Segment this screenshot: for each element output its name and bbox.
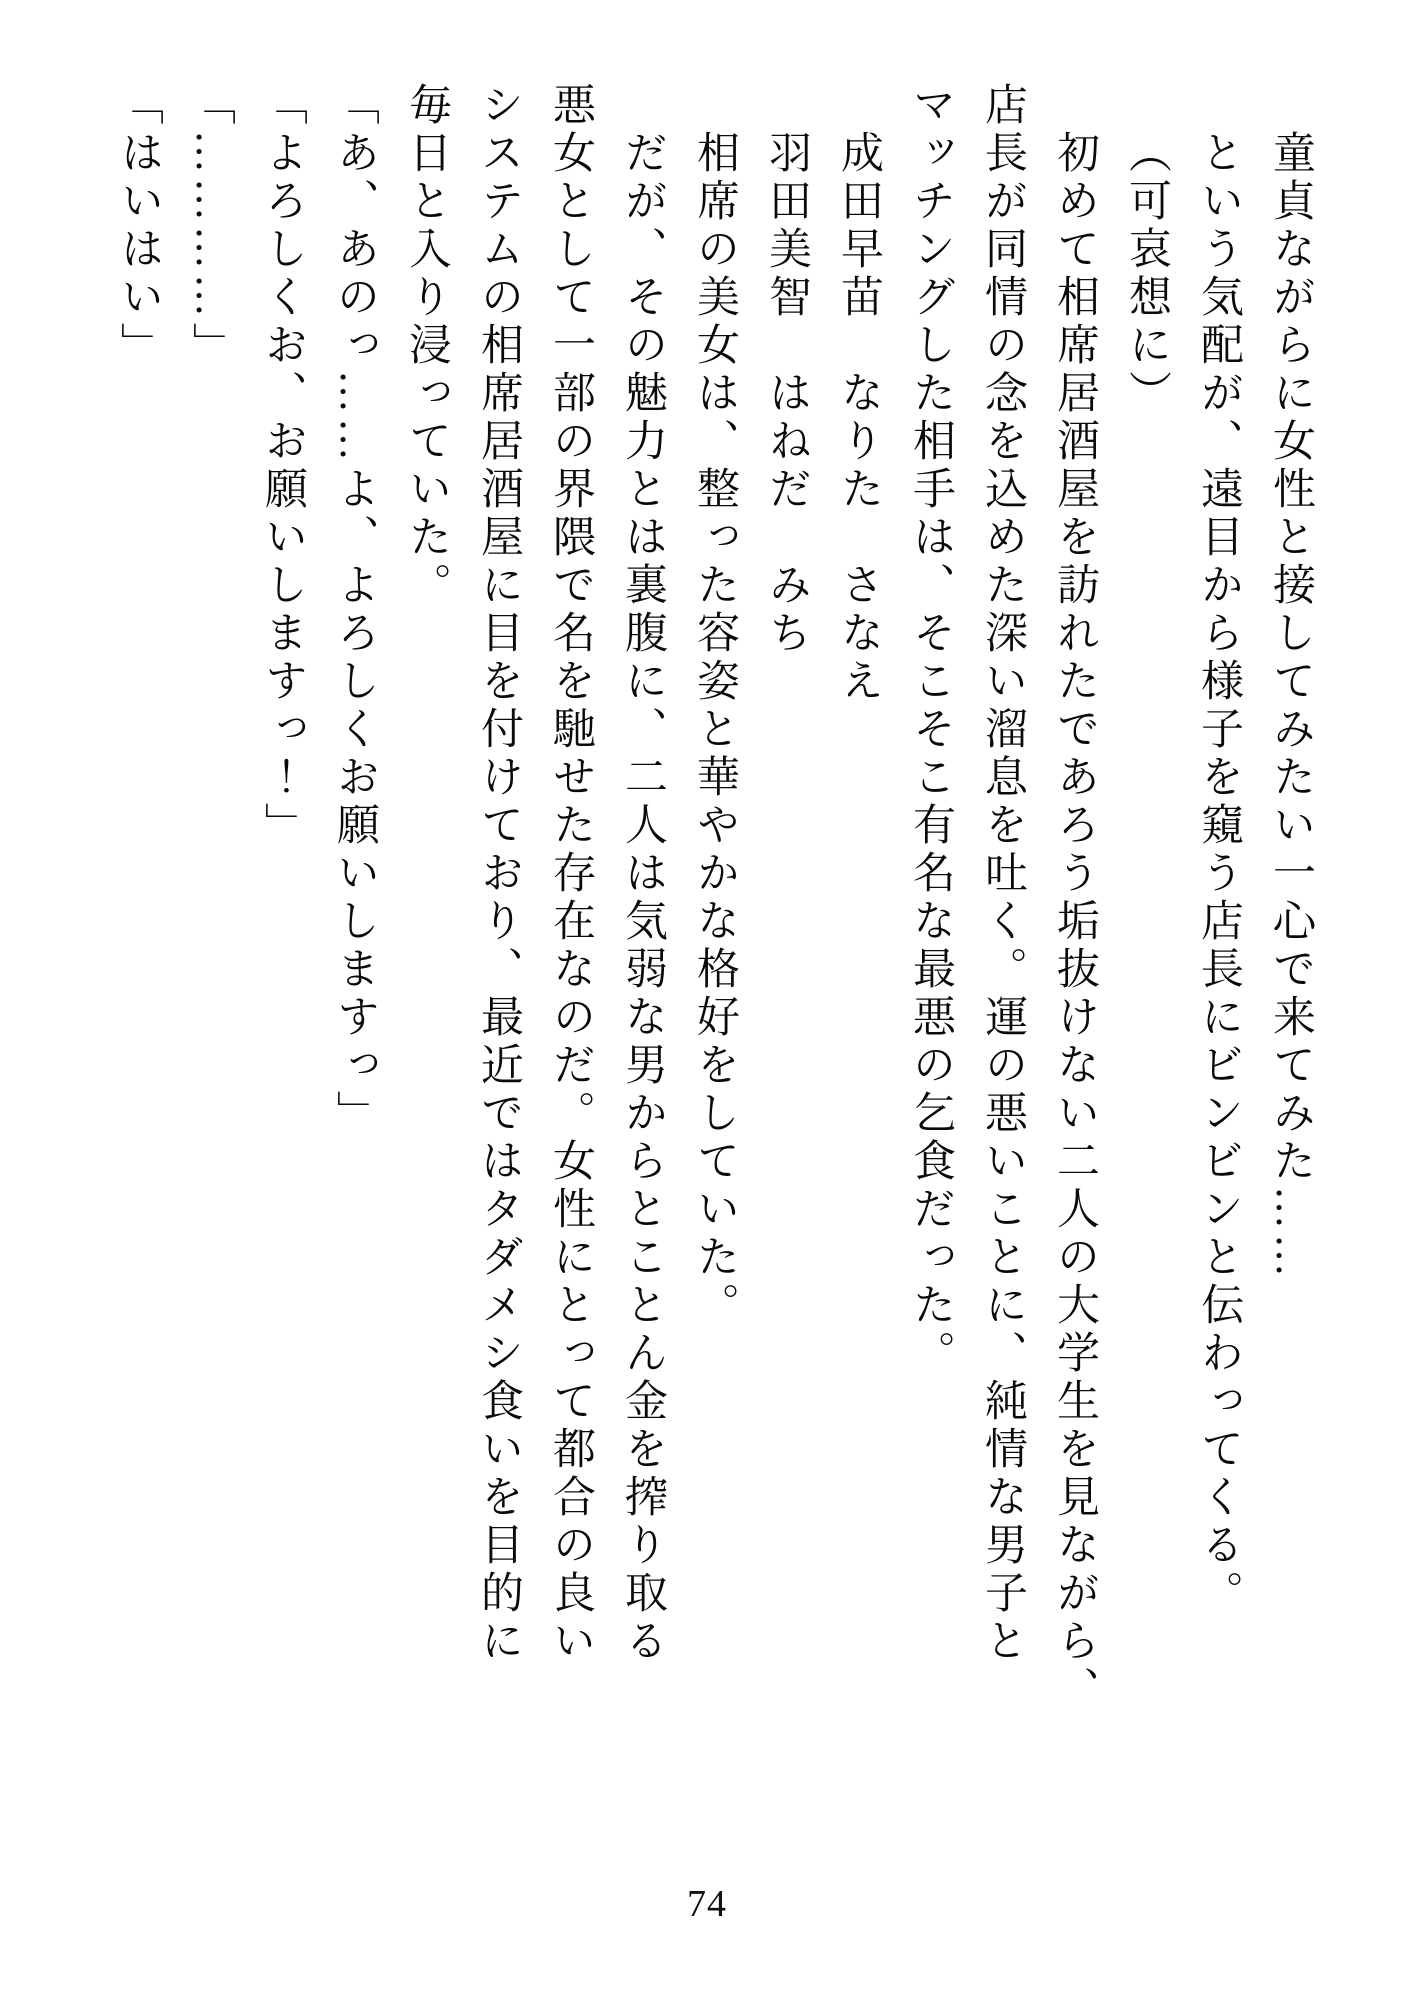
text-column: 毎日と入り浸っていた。: [403, 82, 450, 610]
text-column: 羽田美智 はねだ みち: [763, 130, 810, 658]
text-column: 「はいはい」: [115, 82, 162, 370]
text-block: [102, 82, 1326, 1812]
text-column: マッチングした相手は、そこそこ有名な最悪の乞食だった。: [907, 82, 954, 1378]
text-column: （可哀想に）: [1123, 130, 1170, 418]
page-number: 74: [687, 1883, 727, 1925]
text-column: 「あ、あのっ……よ、よろしくお願いしますっ」: [331, 82, 378, 1138]
text-column: 初めて相席居酒屋を訪れたであろう垢抜けない二人の大学生を見ながら、: [1051, 130, 1098, 1714]
text-column: 悪女として一部の界隈で名を馳せた存在なのだ。女性にとって都合の良い: [547, 82, 594, 1666]
text-column: 童貞ながらに女性と接してみたい一心で来てみた……: [1267, 130, 1314, 1282]
text-column: 店長が同情の念を込めた深い溜息を吐く。運の悪いことに、純情な男子と: [979, 82, 1026, 1666]
text-column: という気配が、遠目から様子を窺う店長にビンビンと伝わってくる。: [1195, 130, 1242, 1618]
text-column: システムの相席居酒屋に目を付けており、最近ではタダメシ食いを目的に: [475, 82, 522, 1666]
text-column: だが、その魅力とは裏腹に、二人は気弱な男からとことん金を搾り取る: [619, 130, 666, 1666]
text-column: 「よろしくお、お願いしますっ！」: [259, 82, 306, 850]
text-column: 「…………」: [187, 82, 234, 370]
text-column: 成田早苗 なりた さなえ: [835, 130, 882, 706]
text-column: 相席の美女は、整った容姿と華やかな格好をしていた。: [691, 130, 738, 1330]
